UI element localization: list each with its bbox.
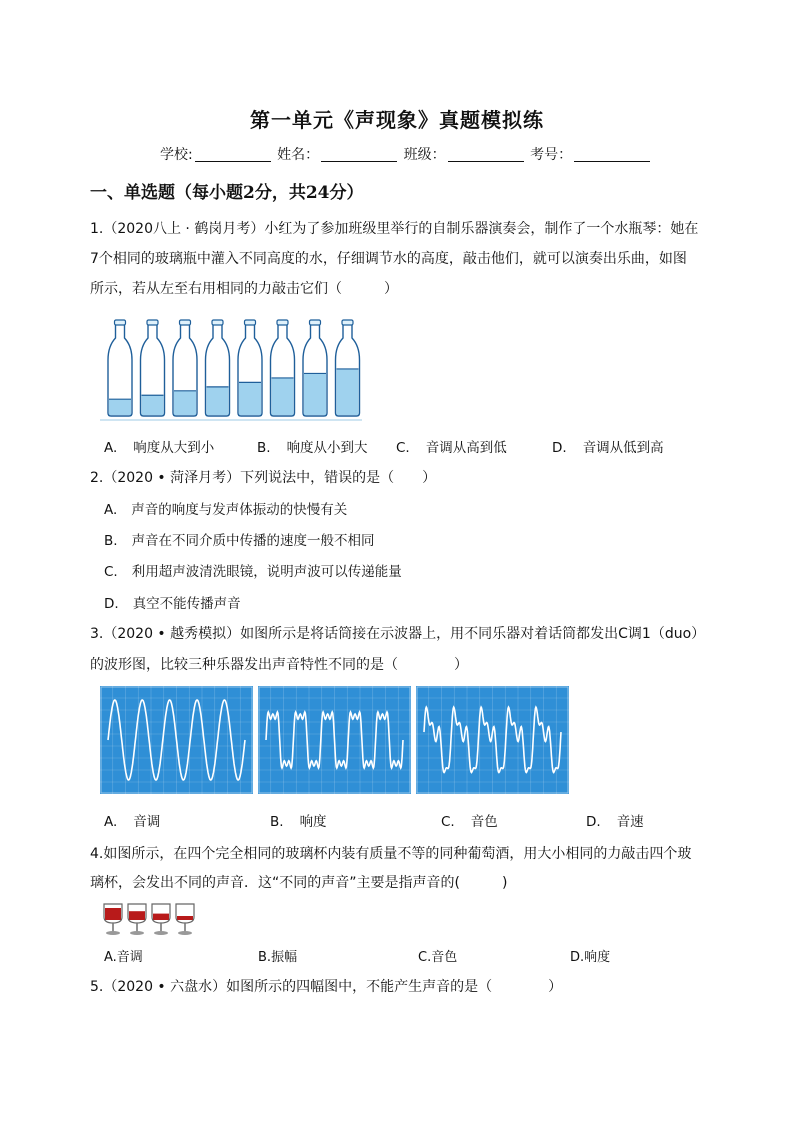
q2-stem: 2.（2020 • 菏泽月考）下列说法中，错误的是（ ） [90, 470, 437, 486]
bottle [336, 320, 360, 416]
bottle [206, 320, 230, 416]
bottle [141, 320, 165, 416]
q3-stem-line2: 的波形图，比较三种乐器发出声音特性不同的是（ ） [90, 657, 468, 673]
q1-option-a[interactable]: A. 响度从大到小 [104, 440, 215, 456]
q2-option-b[interactable]: B. 声音在不同介质中传播的速度一般不相同 [104, 533, 375, 549]
q1-option-b[interactable]: B. 响度从小到大 [257, 440, 368, 456]
water-fill [174, 391, 196, 415]
bottle [108, 320, 132, 416]
wine-glass [128, 904, 146, 935]
q4-option-a[interactable]: A.音调 [104, 950, 143, 965]
q3-option-c[interactable]: C. 音色 [441, 814, 498, 830]
q1-option-c[interactable]: C. 音调从高到低 [396, 440, 507, 456]
q4-stem-line2: 璃杯，会发出不同的声音．这“不同的声音”主要是指声音的( ) [90, 875, 508, 891]
water-fill [272, 378, 294, 415]
class-label: 班级： [403, 147, 446, 163]
number-blank[interactable] [574, 147, 650, 162]
q2-option-a[interactable]: A. 声音的响度与发声体振动的快慢有关 [104, 502, 348, 518]
oscilloscope-waveforms-figure [100, 686, 570, 794]
oscilloscope-panel [416, 686, 569, 794]
water-fill [142, 395, 164, 415]
q4-option-b[interactable]: B.振幅 [258, 950, 298, 965]
q3-option-a[interactable]: A. 音调 [104, 814, 161, 830]
q1-stem-line2: 7个相同的玻璃瓶中灌入不同高度的水，仔细调节水的高度，敲击他们，就可以演奏出乐曲，如图 [90, 251, 687, 267]
number-label: 考号： [530, 147, 573, 163]
wine-glass [176, 904, 194, 935]
water-fill [304, 373, 326, 415]
bottle [173, 320, 197, 416]
section-heading: 一、单选题（每小题2分，共24分） [90, 183, 364, 203]
name-blank[interactable] [321, 147, 397, 162]
q4-stem-line1: 4.如图所示，在四个完全相同的玻璃杯内装有质量不等的同种葡萄酒，用大小相同的力敲击四个玻 [90, 846, 692, 862]
bottle [303, 320, 327, 416]
water-fill [239, 382, 261, 415]
bottle [271, 320, 295, 416]
q3-stem-line1: 3.（2020 • 越秀模拟）如图所示是将话筒接在示波器上，用不同乐器对着话筒都发出C调1（duo） [90, 626, 706, 642]
wine-glass [152, 904, 170, 935]
q2-option-c[interactable]: C. 利用超声波清洗眼镜，说明声波可以传递能量 [104, 564, 402, 580]
name-label: 姓名： [277, 147, 320, 163]
wine-fill [105, 908, 121, 920]
q4-option-d[interactable]: D.响度 [570, 950, 611, 965]
class-blank[interactable] [448, 147, 524, 162]
q4-option-c[interactable]: C.音色 [418, 950, 458, 965]
bottle [238, 320, 262, 416]
wine-fill [177, 916, 193, 920]
oscilloscope-panel [100, 686, 253, 794]
oscilloscope-panel [258, 686, 411, 794]
q3-option-d[interactable]: D. 音速 [586, 814, 644, 830]
q2-option-d[interactable]: D. 真空不能传播声音 [104, 596, 241, 612]
q1-stem-line1: 1.（2020八上 · 鹤岗月考）小红为了参加班级里举行的自制乐器演奏会，制作了一个水瓶琴：她在 [90, 221, 699, 237]
q5-stem: 5.（2020 • 六盘水）如图所示的四幅图中，不能产生声音的是（ ） [90, 979, 563, 995]
water-fill [109, 399, 131, 415]
wine-glasses-figure [102, 902, 202, 936]
water-bottles-figure [100, 312, 362, 422]
school-blank[interactable] [195, 147, 271, 162]
water-fill [207, 387, 229, 415]
water-fill [337, 369, 359, 415]
wine-fill [129, 911, 145, 920]
q1-option-d[interactable]: D. 音调从低到高 [552, 440, 664, 456]
page-title: 第一单元《声现象》真题模拟练 [250, 108, 544, 132]
wine-glass [104, 904, 122, 935]
school-label: 学校: [160, 147, 193, 163]
q1-stem-line3: 所示，若从左至右用相同的力敲击它们（ ） [90, 281, 398, 297]
student-info-row [160, 144, 652, 164]
q3-option-b[interactable]: B. 响度 [270, 814, 327, 830]
wine-fill [153, 914, 169, 920]
